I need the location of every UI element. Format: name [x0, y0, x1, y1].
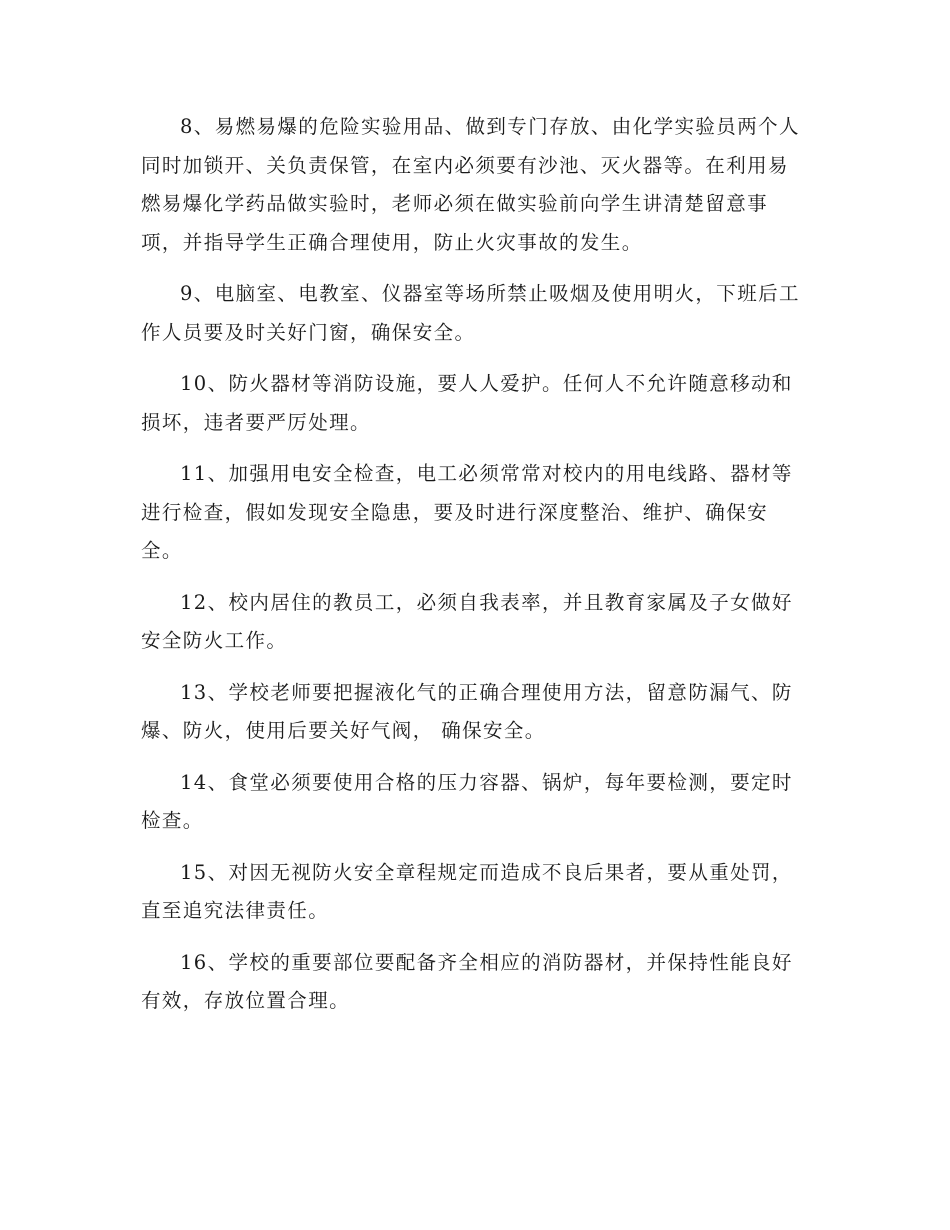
paragraph-rule-14: 14、食堂必须要使用合格的压力容器、锅炉，每年要检测，要定时检查。: [141, 770, 793, 832]
paragraph-rule-8: 8、易燃易爆的危险实验用品、做到专门存放、由化学实验员两个人同时加锁开、关负责保管，在室内必须要有沙池、灭火器等。在利用易燃易爆化学药品做实验时，老师必须在做实验前向学生讲清楚留意事项，并指导学生正确合理使用，防止火灾事故的发生。: [141, 115, 800, 254]
paragraph-rule-16: 16、学校的重要部位要配备齐全相应的消防器材，并保持性能良好有效，存放位置合理。: [141, 950, 793, 1012]
paragraph-rule-15: 15、对因无视防火安全章程规定而造成不良后果者，要从重处罚，直至追究法律责任。: [141, 860, 793, 922]
paragraph-rule-12: 12、校内居住的教员工，必须自我表率，并且教育家属及子女做好安全防火工作。: [141, 590, 793, 652]
paragraph-rule-11: 11、加强用电安全检查，电工必须常常对校内的用电线路、器材等进行检查，假如发现安全隐患，要及时进行深度整治、维护、确保安全。: [141, 462, 793, 562]
document-body: [141, 108, 809, 1034]
paragraph-rule-9: 9、电脑室、电教室、仪器室等场所禁止吸烟及使用明火，下班后工作人员要及时关好门窗，确保安全。: [141, 282, 800, 344]
paragraph-rule-10: 10、防火器材等消防设施，要人人爱护。任何人不允许随意移动和损坏，违者要严厉处理。: [141, 372, 793, 434]
paragraph-rule-13: 13、学校老师要把握液化气的正确合理使用方法，留意防漏气、防爆、防火，使用后要关好气阀， 确保安全。: [141, 680, 793, 742]
